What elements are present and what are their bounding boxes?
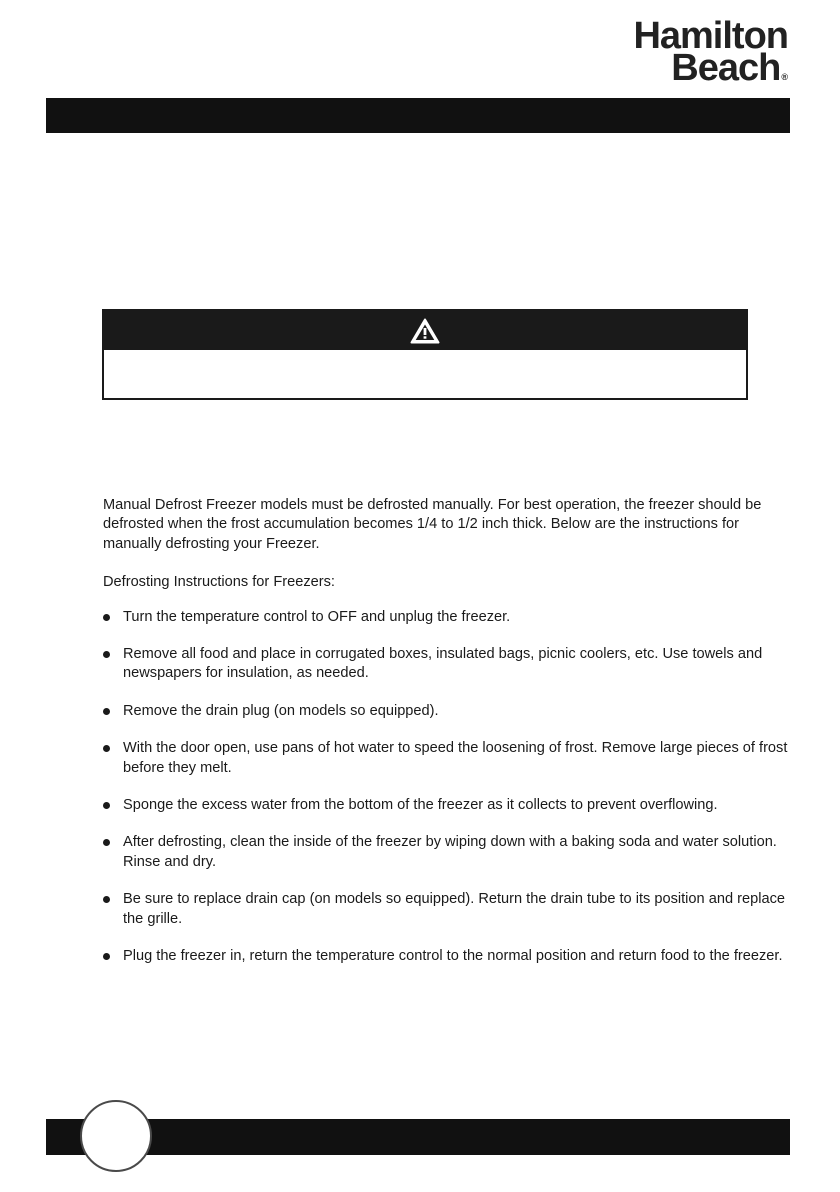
step-text: Sponge the excess water from the bottom of the freezer as it collects to prevent overflowing.: [123, 797, 718, 814]
list-item: [103, 702, 793, 721]
registered-mark: ®: [781, 72, 788, 82]
bullet-icon: [103, 745, 110, 752]
bullet-icon: [103, 839, 110, 846]
header-bar: [46, 98, 790, 133]
step-text: After defrosting, clean the inside of the freezer by wiping down with a baking soda and water solution. Rinse and dry.: [123, 834, 777, 870]
bullet-icon: [103, 896, 110, 903]
list-item: [103, 645, 793, 684]
warning-header: [104, 311, 746, 350]
step-text: Remove the drain plug (on models so equipped).: [123, 702, 439, 719]
manual-body: [103, 496, 793, 985]
list-item: [103, 608, 793, 627]
bullet-icon: [103, 708, 110, 715]
bullet-icon: [103, 614, 110, 621]
step-text: Be sure to replace drain cap (on models so equipped). Return the drain tube to its position and replace the grille.: [123, 891, 785, 927]
step-text: With the door open, use pans of hot water to speed the loosening of frost. Remove large pieces of frost before they melt.: [123, 740, 788, 776]
bullet-icon: [103, 802, 110, 809]
bullet-icon: [103, 953, 110, 960]
step-text: Remove all food and place in corrugated boxes, insulated bags, picnic coolers, etc. Use towels and newspapers for insulation, as needed.: [123, 646, 763, 682]
brand-logo-line2: [633, 47, 788, 93]
intro-paragraph: Manual Defrost Freezer models must be defrosted manually. For best operation, the freezer should be defrosted when the frost accumulation becomes 1/4 to 1/2 inch thick. Below are the instructions for manually defrosting your Freezer.: [103, 497, 762, 552]
instructions-subheading: Defrosting Instructions for Freezers:: [103, 574, 335, 591]
list-item: [103, 796, 793, 815]
bullet-icon: [103, 651, 110, 658]
list-item: [103, 947, 793, 966]
page-number-circle: [80, 1100, 152, 1172]
list-item: [103, 890, 793, 929]
footer-bar: [46, 1119, 790, 1155]
defrost-steps-list: [103, 608, 793, 967]
brand-logo-line2-text: Beach: [671, 47, 781, 89]
brand-logo: [633, 15, 788, 93]
warning-box: [102, 309, 748, 400]
warning-triangle-icon: [410, 318, 440, 344]
list-item: [103, 739, 793, 778]
step-text: Plug the freezer in, return the temperature control to the normal position and return food to the freezer.: [123, 948, 783, 965]
brand-logo-line1: Hamilton: [633, 15, 788, 57]
list-item: [103, 833, 793, 872]
step-text: Turn the temperature control to OFF and unplug the freezer.: [123, 608, 511, 625]
